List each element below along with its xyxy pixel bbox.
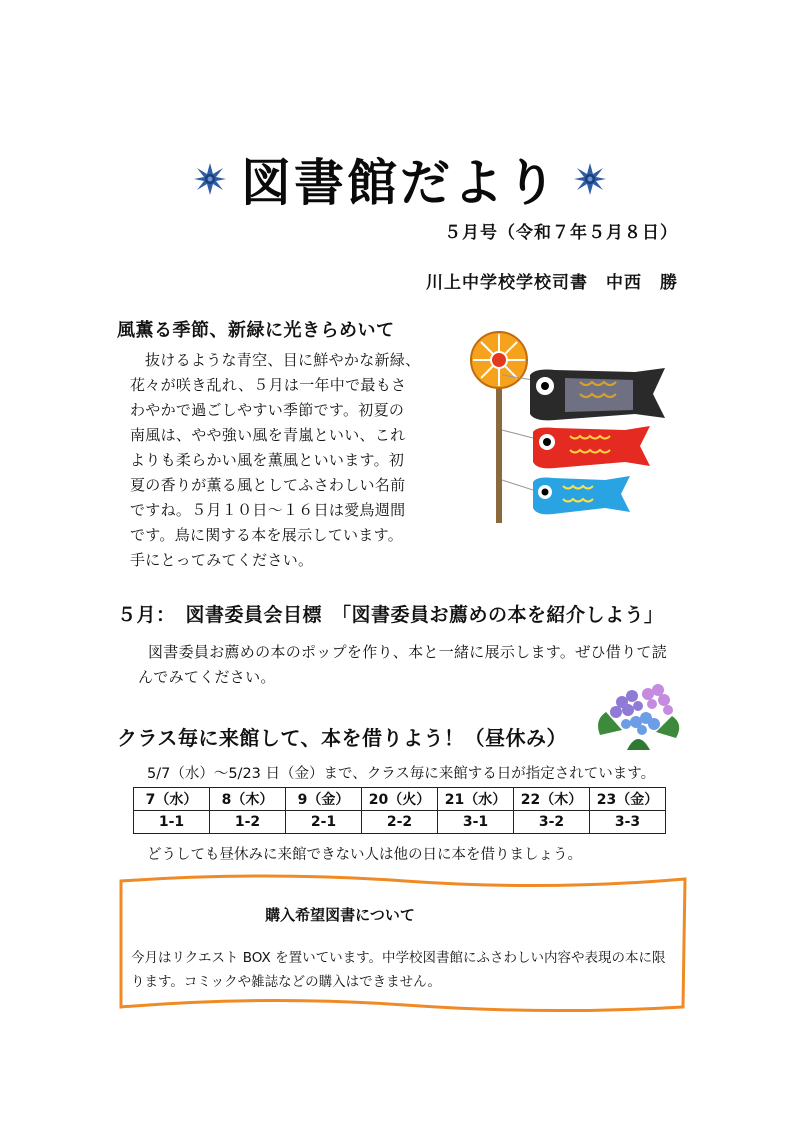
- paragraph-line: 今月はリクエスト BOX を置いています。中学校図書館にふさわしい内容や表現の本に限: [131, 950, 666, 966]
- table-row: [134, 811, 666, 834]
- class-cell: 1-1: [134, 811, 210, 834]
- paragraph-line: 夏の香りが薫る風としてふさわしい名前: [130, 476, 406, 494]
- issue-date: ５月号（令和７年５月８日）: [444, 223, 678, 243]
- paragraph-line: 花々が咲き乱れ、５月は一年中で最もさ: [130, 376, 407, 394]
- title: [193, 143, 607, 215]
- newsletter-title: 図書館だより: [241, 154, 559, 212]
- day-cell: 9（金）: [286, 788, 362, 811]
- paragraph-line: ります。コミックや雑誌などの購入はできません。: [131, 974, 441, 990]
- class-cell: 2-2: [362, 811, 438, 834]
- paragraph-line: 手にとってみてください。: [130, 551, 314, 569]
- paragraph-line: よりも柔らかい風を薫風といいます。初: [130, 451, 405, 469]
- paragraph-line: です。鳥に関する本を展示しています。: [130, 526, 404, 544]
- class-cell: 3-1: [438, 811, 514, 834]
- class-cell: 3-2: [514, 811, 590, 834]
- class-schedule-table: [133, 787, 666, 834]
- paragraph-line: 南風は、やや強い風を青嵐といい、これ: [130, 426, 406, 444]
- day-cell: 8（木）: [210, 788, 286, 811]
- section1-paragraph: [130, 348, 430, 573]
- hydrangea-illustration: [592, 680, 684, 752]
- author: 川上中学校学校司書 中西 勝: [426, 273, 678, 293]
- schedule-intro: 5/7（水）～5/23 日（金）まで、クラス毎に来館する日が指定されています。: [147, 766, 656, 782]
- request-box-title: 購入希望図書について: [265, 906, 415, 924]
- class-cell: 2-1: [286, 811, 362, 834]
- section3-heading: クラス毎に来館して、本を借りよう！（昼休み）: [117, 726, 567, 750]
- class-cell: 1-2: [210, 811, 286, 834]
- day-cell: 22（木）: [514, 788, 590, 811]
- paragraph-line: わやかで過ごしやすい季節です。初夏の: [130, 401, 405, 419]
- day-cell: 23（金）: [590, 788, 666, 811]
- koinobori-illustration: [465, 330, 675, 525]
- blue-flower-icon: [193, 162, 227, 196]
- paragraph-line: 抜けるような青空、目に鮮やかな新緑、: [145, 351, 421, 369]
- day-cell: 21（水）: [438, 788, 514, 811]
- section1-heading: 風薫る季節、新緑に光きらめいて: [117, 320, 395, 341]
- paragraph-line: 図書委員お薦めの本のポップを作り、本と一緒に展示します。ぜひ借りて読: [148, 643, 668, 661]
- request-box-text: [131, 946, 687, 994]
- paragraph-line: んでみてください。: [138, 668, 276, 686]
- class-cell: 3-3: [590, 811, 666, 834]
- schedule-note: どうしても昼休みに来館できない人は他の日に本を借りましょう。: [147, 847, 582, 863]
- day-cell: 7（水）: [134, 788, 210, 811]
- table-row: [134, 788, 666, 811]
- section2-heading: ５月： 図書委員会目標 「図書委員お薦めの本を紹介しよう」: [117, 604, 664, 626]
- blue-flower-icon: [573, 162, 607, 196]
- paragraph-line: ですね。５月１０日～１６日は愛鳥週間: [130, 501, 406, 519]
- day-cell: 20（火）: [362, 788, 438, 811]
- title-row: [0, 143, 800, 215]
